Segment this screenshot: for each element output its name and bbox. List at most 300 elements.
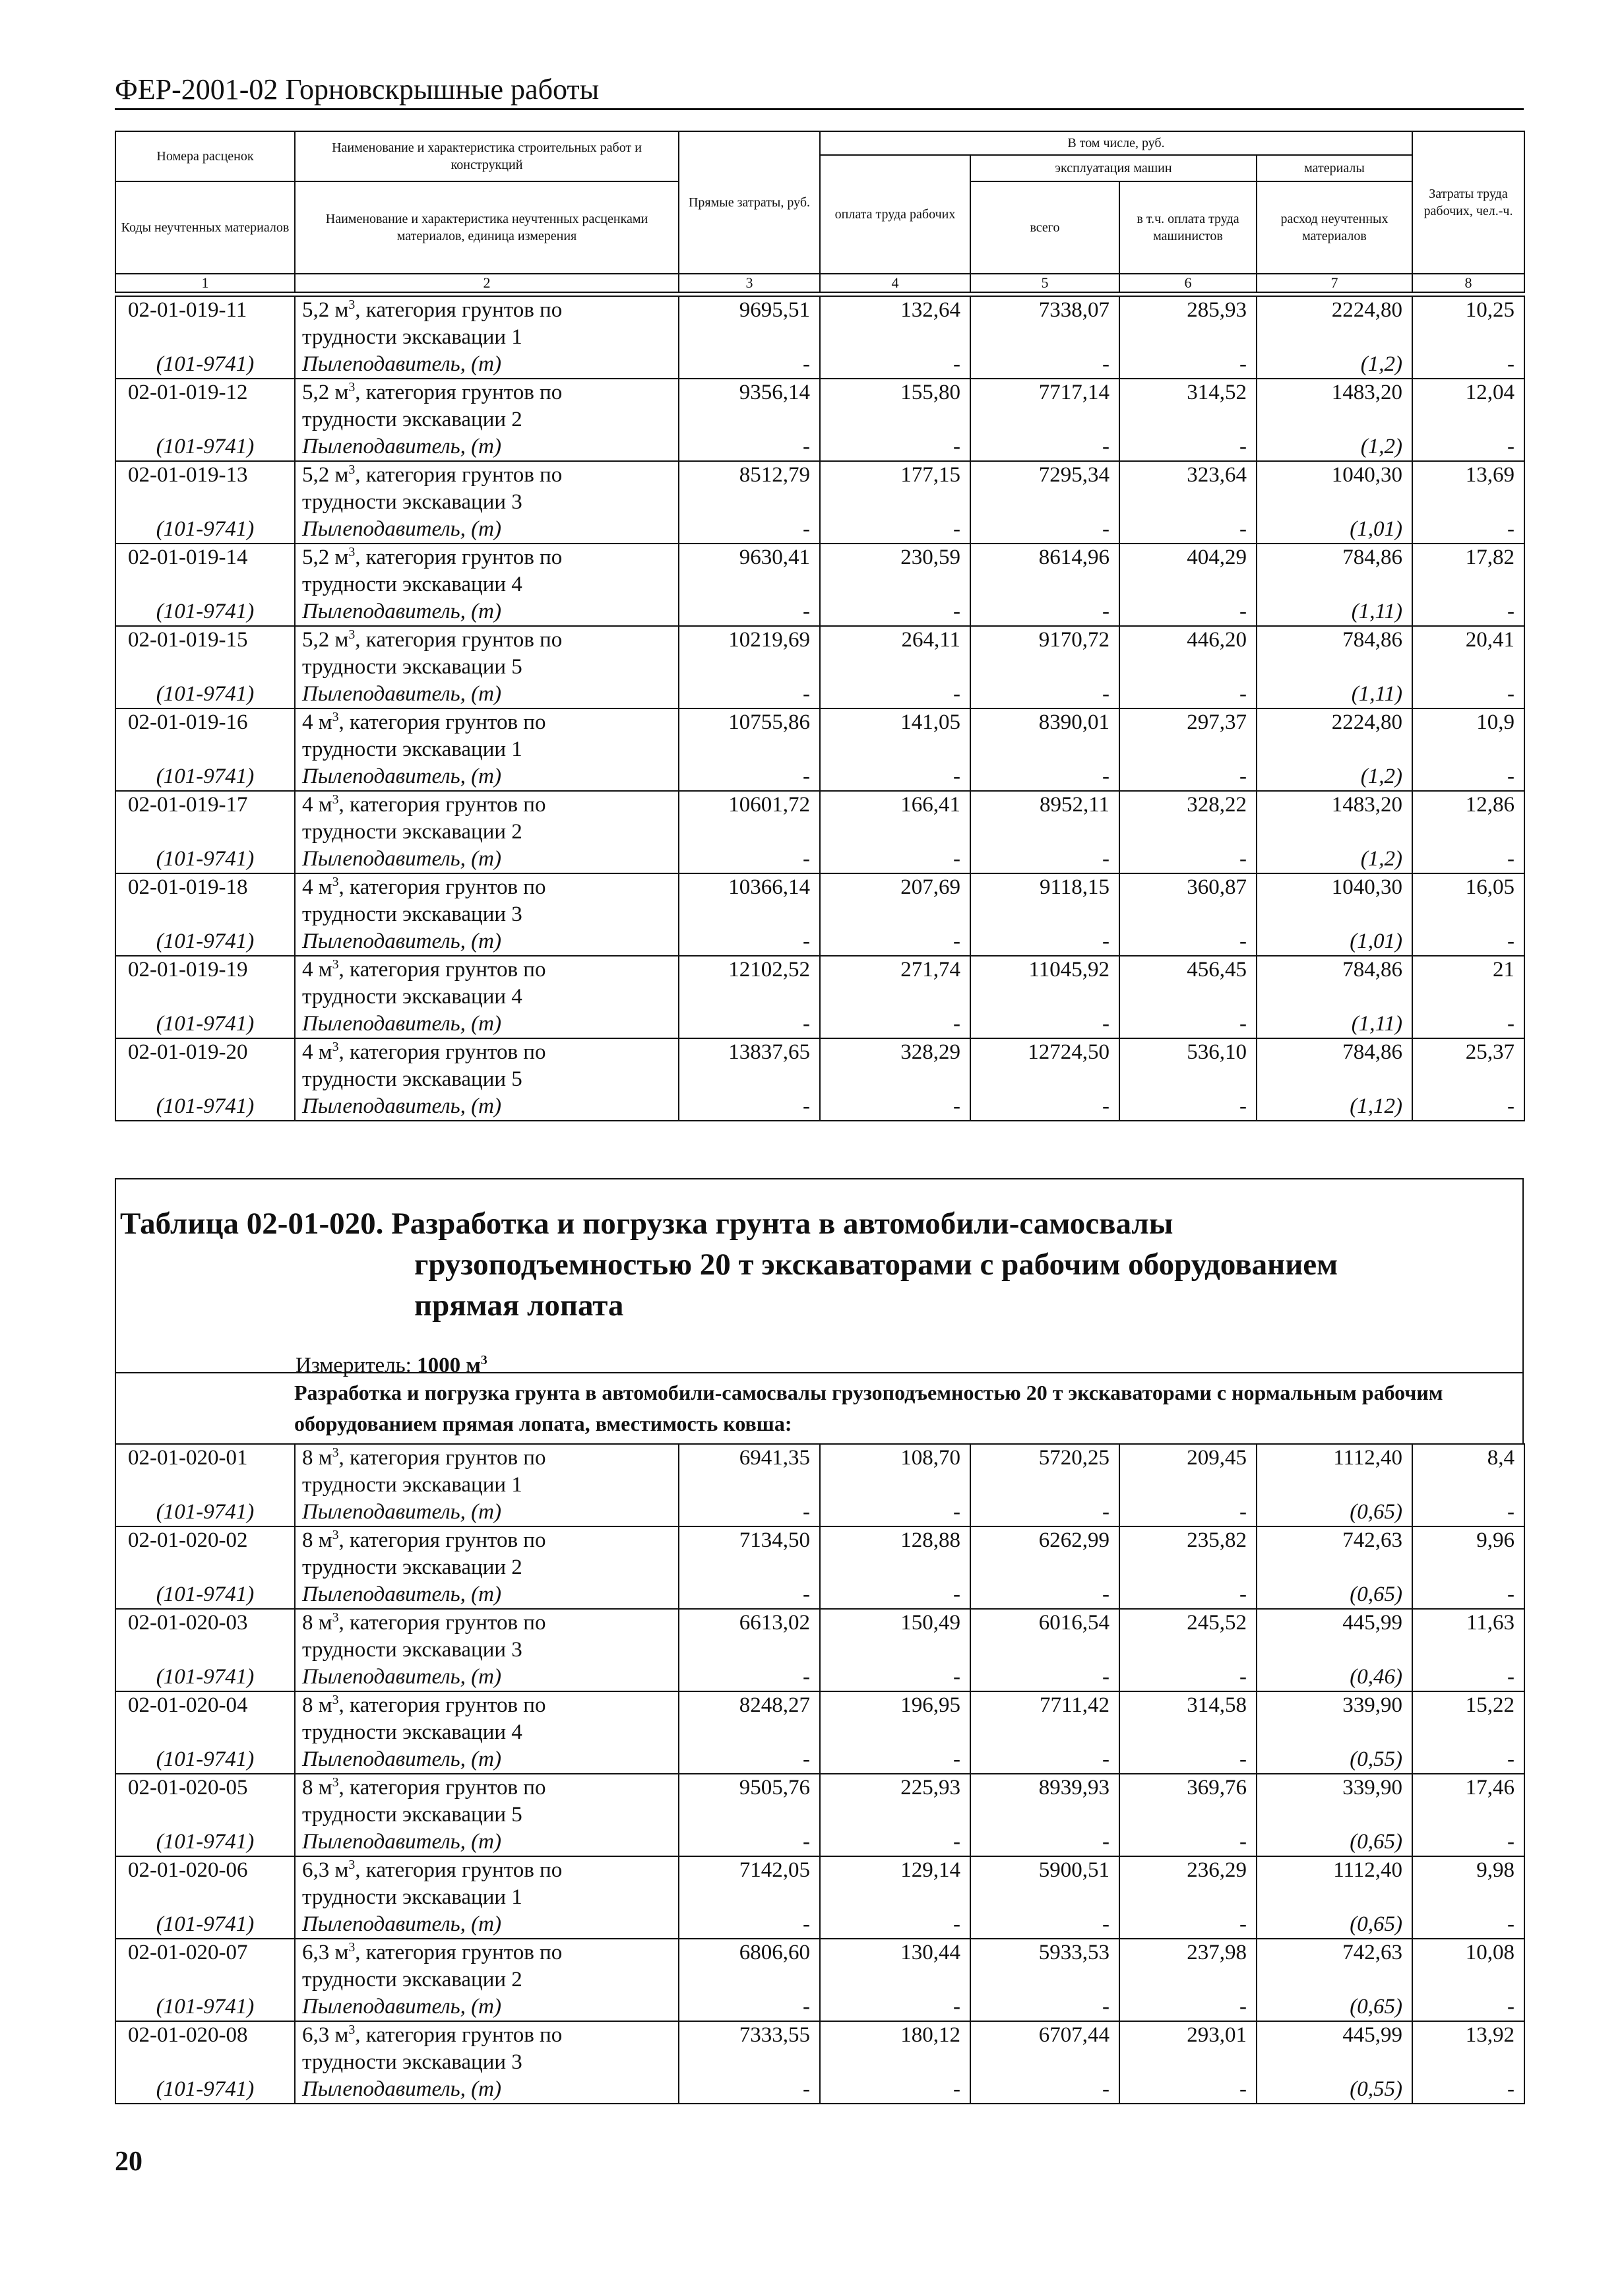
- table-row: [115, 1444, 1524, 1472]
- superscript: 3: [332, 957, 339, 972]
- dash-cell: -: [679, 1581, 820, 1609]
- work-name: [295, 1444, 679, 1472]
- header-mach-wages: в т.ч. оплата труда машинистов: [1119, 181, 1257, 274]
- dash-cell: -: [820, 351, 970, 379]
- dash-cell: -: [970, 1829, 1119, 1856]
- dash-cell: -: [1119, 1011, 1257, 1038]
- work-name: [295, 873, 679, 901]
- dash-cell: -: [820, 2076, 970, 2104]
- operator-wages: 360,87: [1119, 873, 1257, 901]
- difficulty-label: трудности экскавации: [302, 573, 507, 596]
- operator-wages: 323,64: [1119, 461, 1257, 489]
- empty-cell: [1412, 1066, 1524, 1093]
- category-text: , категория грунтов по: [355, 298, 563, 322]
- difficulty-category: 4: [511, 573, 522, 596]
- labor-hours: 20,41: [1412, 626, 1524, 654]
- empty-cell: [679, 819, 820, 846]
- dash-cell: -: [679, 681, 820, 708]
- material-name: Пылеподавитель, (т): [295, 1093, 679, 1121]
- volume: 5,2 м: [302, 546, 349, 569]
- dash-cell: -: [970, 598, 1119, 626]
- labor-hours: 11,63: [1412, 1609, 1524, 1637]
- materials-cost: 445,99: [1257, 2021, 1412, 2049]
- empty-cell: [1119, 984, 1257, 1011]
- dash-cell: -: [679, 351, 820, 379]
- empty-cell: [115, 654, 295, 681]
- empty-cell: [1412, 2049, 1524, 2076]
- difficulty-category: 5: [511, 1067, 522, 1091]
- material-name: Пылеподавитель, (т): [295, 433, 679, 461]
- work-name: [295, 1038, 679, 1066]
- meter-label: Измеритель:: [296, 1354, 412, 1377]
- empty-cell: [970, 324, 1119, 351]
- dash-cell: -: [679, 1993, 820, 2021]
- difficulty-category: 3: [511, 902, 522, 926]
- machine-costs: 5720,25: [970, 1444, 1119, 1472]
- material-name: Пылеподавитель, (т): [295, 1011, 679, 1038]
- worker-wages: 177,15: [820, 461, 970, 489]
- category-text: , категория грунтов по: [338, 1776, 546, 1800]
- machine-costs: 8614,96: [970, 544, 1119, 571]
- rate-code: 02-01-020-08: [115, 2021, 295, 2049]
- volume: 6,3 м: [302, 2023, 349, 2047]
- table-row: [115, 1011, 1524, 1038]
- empty-cell: [1412, 1802, 1524, 1829]
- table-row: [115, 351, 1524, 379]
- table-row: [115, 1829, 1524, 1856]
- difficulty-label: трудности экскавации: [302, 1555, 507, 1579]
- empty-cell: [1257, 489, 1412, 516]
- empty-cell: [1119, 1966, 1257, 1993]
- category-text: , категория грунтов по: [355, 2023, 563, 2047]
- superscript: 3: [332, 792, 339, 807]
- superscript: 3: [332, 1528, 339, 1542]
- empty-cell: [970, 736, 1119, 763]
- table-row: [115, 296, 1524, 324]
- dash-cell: -: [970, 1911, 1119, 1939]
- direct-costs: 6806,60: [679, 1939, 820, 1966]
- table-row: [115, 1499, 1524, 1526]
- table-title-line2: грузоподъемностью 20 т экскаваторами с рабочим оборудованием: [414, 1247, 1338, 1282]
- empty-cell: [820, 1966, 970, 1993]
- dash-cell: -: [970, 928, 1119, 956]
- dash-cell: -: [1119, 2076, 1257, 2104]
- empty-cell: [970, 406, 1119, 433]
- operator-wages: 446,20: [1119, 626, 1257, 654]
- machine-costs: 8952,11: [970, 791, 1119, 819]
- table-row: [115, 1719, 1524, 1746]
- difficulty-category: 1: [511, 1885, 522, 1909]
- table-row: [115, 571, 1524, 598]
- machine-costs: 11045,92: [970, 956, 1119, 984]
- volume: 5,2 м: [302, 298, 349, 322]
- empty-cell: [1119, 324, 1257, 351]
- table-row: [115, 763, 1524, 791]
- empty-cell: [970, 489, 1119, 516]
- rate-code: 02-01-020-03: [115, 1609, 295, 1637]
- difficulty-label: трудности экскавации: [302, 1720, 507, 1744]
- volume: 8 м: [302, 1528, 332, 1552]
- dash-cell: -: [970, 516, 1119, 544]
- empty-cell: [115, 1554, 295, 1581]
- empty-cell: [115, 1884, 295, 1911]
- worker-wages: 130,44: [820, 1939, 970, 1966]
- empty-cell: [115, 736, 295, 763]
- labor-hours: 8,4: [1412, 1444, 1524, 1472]
- superscript: 3: [332, 1040, 339, 1054]
- difficulty-text: [295, 571, 679, 598]
- material-code: (101-9741): [115, 1993, 295, 2021]
- material-quantity: (1,11): [1257, 1011, 1412, 1038]
- table-row: [115, 2021, 1524, 2049]
- empty-cell: [1119, 1884, 1257, 1911]
- worker-wages: 141,05: [820, 708, 970, 736]
- col-number: 8: [1412, 274, 1524, 292]
- table-row: [115, 461, 1524, 489]
- operator-wages: 236,29: [1119, 1856, 1257, 1884]
- difficulty-text: [295, 324, 679, 351]
- empty-cell: [1257, 571, 1412, 598]
- difficulty-text: [295, 1472, 679, 1499]
- direct-costs: 9356,14: [679, 379, 820, 406]
- empty-cell: [820, 901, 970, 928]
- worker-wages: 328,29: [820, 1038, 970, 1066]
- worker-wages: 132,64: [820, 296, 970, 324]
- table-title-section: [115, 1178, 1524, 1388]
- empty-cell: [1119, 406, 1257, 433]
- material-name: Пылеподавитель, (т): [295, 516, 679, 544]
- dash-cell: -: [820, 1746, 970, 1774]
- table-row: [115, 984, 1524, 1011]
- header-machines: эксплуатация машин: [970, 155, 1257, 181]
- dash-cell: -: [970, 763, 1119, 791]
- operator-wages: 293,01: [1119, 2021, 1257, 2049]
- table-header: [115, 131, 1525, 293]
- rate-code: 02-01-019-11: [115, 296, 295, 324]
- dash-cell: -: [1412, 681, 1524, 708]
- machine-costs: 7295,34: [970, 461, 1119, 489]
- table-row: [115, 1581, 1524, 1609]
- dash-cell: -: [970, 846, 1119, 873]
- material-code: (101-9741): [115, 928, 295, 956]
- work-name: [295, 461, 679, 489]
- empty-cell: [1257, 324, 1412, 351]
- empty-cell: [679, 1472, 820, 1499]
- machine-costs: 12724,50: [970, 1038, 1119, 1066]
- volume: 5,2 м: [302, 628, 349, 652]
- empty-cell: [970, 1802, 1119, 1829]
- empty-cell: [820, 1802, 970, 1829]
- work-name: [295, 2021, 679, 2049]
- material-name: Пылеподавитель, (т): [295, 2076, 679, 2104]
- worker-wages: 108,70: [820, 1444, 970, 1472]
- volume: 6,3 м: [302, 1941, 349, 1964]
- difficulty-label: трудности экскавации: [302, 325, 507, 349]
- labor-hours: 10,25: [1412, 296, 1524, 324]
- difficulty-text: [295, 736, 679, 763]
- rate-code: 02-01-019-16: [115, 708, 295, 736]
- difficulty-category: 5: [511, 655, 522, 679]
- machine-costs: 6016,54: [970, 1609, 1119, 1637]
- material-name: Пылеподавитель, (т): [295, 1993, 679, 2021]
- table-row: [115, 1038, 1524, 1066]
- difficulty-category: 3: [511, 2050, 522, 2074]
- dash-cell: -: [820, 433, 970, 461]
- direct-costs: 9695,51: [679, 296, 820, 324]
- difficulty-label: трудности экскавации: [302, 408, 507, 431]
- empty-cell: [1412, 1966, 1524, 1993]
- empty-cell: [970, 571, 1119, 598]
- table-row: [115, 1066, 1524, 1093]
- table-row: [115, 681, 1524, 708]
- dash-cell: -: [820, 1093, 970, 1121]
- work-name: [295, 956, 679, 984]
- dash-cell: -: [820, 1664, 970, 1691]
- work-name: [295, 1609, 679, 1637]
- rate-code: 02-01-020-04: [115, 1691, 295, 1719]
- empty-cell: [1257, 1472, 1412, 1499]
- empty-cell: [679, 1066, 820, 1093]
- dash-cell: -: [970, 1664, 1119, 1691]
- empty-cell: [679, 406, 820, 433]
- materials-cost: 2224,80: [1257, 296, 1412, 324]
- materials-cost: 784,86: [1257, 1038, 1412, 1066]
- empty-cell: [115, 324, 295, 351]
- rate-code: 02-01-019-14: [115, 544, 295, 571]
- material-code: (101-9741): [115, 516, 295, 544]
- empty-cell: [820, 984, 970, 1011]
- materials-cost: 784,86: [1257, 626, 1412, 654]
- materials-cost: 1483,20: [1257, 791, 1412, 819]
- superscript: 3: [332, 1775, 339, 1790]
- direct-costs: 9505,76: [679, 1774, 820, 1802]
- machine-costs: 9170,72: [970, 626, 1119, 654]
- empty-cell: [1412, 901, 1524, 928]
- materials-cost: 742,63: [1257, 1939, 1412, 1966]
- work-name: [295, 791, 679, 819]
- empty-cell: [1119, 571, 1257, 598]
- dash-cell: -: [1412, 1664, 1524, 1691]
- empty-cell: [820, 1637, 970, 1664]
- table-title: [120, 1203, 1505, 1326]
- volume: 8 м: [302, 1446, 332, 1470]
- table-title-line1: Таблица 02-01-020. Разработка и погрузка грунта в автомобили-самосвалы: [120, 1207, 1173, 1241]
- machine-costs: 5900,51: [970, 1856, 1119, 1884]
- dash-cell: -: [1412, 2076, 1524, 2104]
- dash-cell: -: [820, 763, 970, 791]
- difficulty-category: 1: [511, 1473, 522, 1497]
- header-wages: оплата труда рабочих: [820, 155, 970, 274]
- empty-cell: [970, 1066, 1119, 1093]
- table-row: [115, 1939, 1524, 1966]
- empty-cell: [1257, 654, 1412, 681]
- category-text: , категория грунтов по: [338, 1446, 546, 1470]
- material-code: (101-9741): [115, 598, 295, 626]
- empty-cell: [820, 819, 970, 846]
- dash-cell: -: [1412, 1829, 1524, 1856]
- material-code: (101-9741): [115, 1746, 295, 1774]
- rates-table-020: [115, 1443, 1525, 2104]
- difficulty-label: трудности экскавации: [302, 902, 507, 926]
- material-code: (101-9741): [115, 1093, 295, 1121]
- dash-cell: -: [1119, 433, 1257, 461]
- worker-wages: 230,59: [820, 544, 970, 571]
- difficulty-text: [295, 819, 679, 846]
- dash-cell: -: [970, 1746, 1119, 1774]
- volume: 8 м: [302, 1693, 332, 1717]
- dash-cell: -: [970, 1011, 1119, 1038]
- category-text: , категория грунтов по: [338, 710, 546, 734]
- machine-costs: 8939,93: [970, 1774, 1119, 1802]
- rate-code: 02-01-020-05: [115, 1774, 295, 1802]
- empty-cell: [1412, 1637, 1524, 1664]
- empty-cell: [1119, 1554, 1257, 1581]
- labor-hours: 21: [1412, 956, 1524, 984]
- table-row: [115, 791, 1524, 819]
- dash-cell: -: [1412, 1911, 1524, 1939]
- dash-cell: -: [1412, 1093, 1524, 1121]
- difficulty-label: трудности экскавации: [302, 820, 507, 844]
- table-row: [115, 846, 1524, 873]
- empty-cell: [1257, 901, 1412, 928]
- difficulty-label: трудности экскавации: [302, 1638, 507, 1662]
- work-name: [295, 1691, 679, 1719]
- table-row: [115, 1884, 1524, 1911]
- dash-cell: -: [820, 1011, 970, 1038]
- category-text: , категория грунтов по: [338, 958, 546, 982]
- dash-cell: -: [679, 1829, 820, 1856]
- labor-hours: 15,22: [1412, 1691, 1524, 1719]
- labor-hours: 10,9: [1412, 708, 1524, 736]
- superscript: 3: [332, 1610, 339, 1625]
- materials-cost: 445,99: [1257, 1609, 1412, 1637]
- rate-code: 02-01-020-06: [115, 1856, 295, 1884]
- superscript: 3: [348, 627, 356, 642]
- direct-costs: 10219,69: [679, 626, 820, 654]
- worker-wages: 271,74: [820, 956, 970, 984]
- difficulty-text: [295, 1719, 679, 1746]
- labor-hours: 17,46: [1412, 1774, 1524, 1802]
- dash-cell: -: [820, 516, 970, 544]
- difficulty-label: трудности экскавации: [302, 1968, 507, 1991]
- difficulty-category: 1: [511, 325, 522, 349]
- materials-cost: 339,90: [1257, 1691, 1412, 1719]
- difficulty-text: [295, 1884, 679, 1911]
- empty-cell: [970, 1884, 1119, 1911]
- empty-cell: [115, 984, 295, 1011]
- dash-cell: -: [679, 1746, 820, 1774]
- machine-costs: 9118,15: [970, 873, 1119, 901]
- material-quantity: (0,55): [1257, 1746, 1412, 1774]
- worker-wages: 180,12: [820, 2021, 970, 2049]
- material-code: (101-9741): [115, 2076, 295, 2104]
- empty-cell: [820, 1554, 970, 1581]
- difficulty-text: [295, 489, 679, 516]
- dash-cell: -: [1412, 1993, 1524, 2021]
- dash-cell: -: [679, 433, 820, 461]
- difficulty-category: 4: [511, 985, 522, 1009]
- table-row: [115, 1637, 1524, 1664]
- material-name: Пылеподавитель, (т): [295, 846, 679, 873]
- difficulty-text: [295, 1066, 679, 1093]
- superscript: 3: [348, 2022, 356, 2037]
- empty-cell: [1412, 1554, 1524, 1581]
- empty-cell: [970, 1966, 1119, 1993]
- empty-cell: [115, 1472, 295, 1499]
- empty-cell: [970, 1554, 1119, 1581]
- dash-cell: -: [679, 1911, 820, 1939]
- header-direct: Прямые затраты, руб.: [679, 131, 820, 274]
- rate-code: 02-01-019-15: [115, 626, 295, 654]
- rate-code: 02-01-020-02: [115, 1526, 295, 1554]
- empty-cell: [1119, 1066, 1257, 1093]
- rate-code: 02-01-019-20: [115, 1038, 295, 1066]
- material-code: (101-9741): [115, 763, 295, 791]
- worker-wages: 225,93: [820, 1774, 970, 1802]
- empty-cell: [679, 984, 820, 1011]
- direct-costs: 9630,41: [679, 544, 820, 571]
- operator-wages: 456,45: [1119, 956, 1257, 984]
- header-mat: расход неучтенных материалов: [1257, 181, 1412, 274]
- work-name: [295, 296, 679, 324]
- material-code: (101-9741): [115, 351, 295, 379]
- table-row: [115, 1609, 1524, 1637]
- empty-cell: [115, 901, 295, 928]
- machine-costs: 7711,42: [970, 1691, 1119, 1719]
- header-mach-total: всего: [970, 181, 1119, 274]
- table-row: [115, 708, 1524, 736]
- empty-cell: [1257, 1966, 1412, 1993]
- operator-wages: 404,29: [1119, 544, 1257, 571]
- difficulty-label: трудности экскавации: [302, 2050, 507, 2074]
- difficulty-category: 2: [511, 820, 522, 844]
- empty-cell: [820, 1719, 970, 1746]
- empty-cell: [115, 571, 295, 598]
- empty-cell: [679, 901, 820, 928]
- direct-costs: 13837,65: [679, 1038, 820, 1066]
- empty-cell: [1257, 1066, 1412, 1093]
- difficulty-category: 3: [511, 1638, 522, 1662]
- empty-cell: [1412, 571, 1524, 598]
- empty-cell: [1257, 1719, 1412, 1746]
- direct-costs: 8248,27: [679, 1691, 820, 1719]
- dash-cell: -: [679, 1499, 820, 1526]
- dash-cell: -: [820, 1499, 970, 1526]
- material-quantity: (1,11): [1257, 598, 1412, 626]
- material-name: Пылеподавитель, (т): [295, 598, 679, 626]
- empty-cell: [820, 406, 970, 433]
- empty-cell: [1119, 819, 1257, 846]
- dash-cell: -: [1119, 1746, 1257, 1774]
- dash-cell: -: [820, 681, 970, 708]
- dash-cell: -: [1119, 598, 1257, 626]
- empty-cell: [679, 1637, 820, 1664]
- empty-cell: [115, 489, 295, 516]
- dash-cell: -: [1119, 763, 1257, 791]
- dash-cell: -: [679, 1664, 820, 1691]
- col-number: 3: [679, 274, 820, 292]
- volume: 8 м: [302, 1611, 332, 1635]
- material-name: Пылеподавитель, (т): [295, 1664, 679, 1691]
- difficulty-category: 4: [511, 1720, 522, 1744]
- volume: 6,3 м: [302, 1858, 349, 1882]
- table-row: [115, 2049, 1524, 2076]
- empty-cell: [1412, 1719, 1524, 1746]
- meter-value: 1000 м: [417, 1354, 481, 1377]
- empty-cell: [679, 1554, 820, 1581]
- difficulty-category: 2: [511, 408, 522, 431]
- difficulty-text: [295, 1802, 679, 1829]
